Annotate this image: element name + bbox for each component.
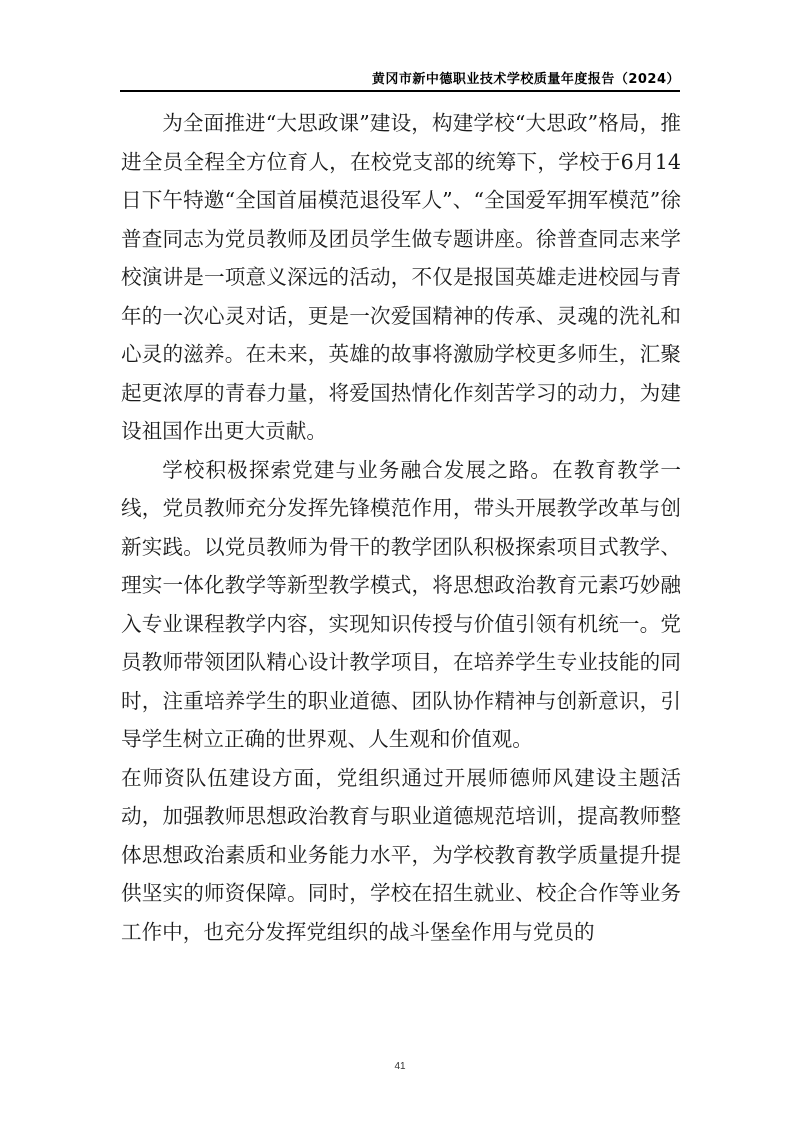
page-body	[121, 104, 681, 951]
paragraph-party-building-integration: 学校积极探索党建与业务融合发展之路。在教育教学一线，党员教师充分发挥先锋模范作用，带头开展教学改革与创新实践。以党员教师为骨干的教学团队积极探索项目式教学、理实一体化教学等新型教学模式，将思想政治教育元素巧妙融入专业课程教学内容，实现知识传授与价值引领有机统一。党员教师带领团队精心设计教学项目，在培养学生专业技能的同时，注重培养学生的职业道德、团队协作精神与创新意识，引导学生树立正确的世界观、人生观和价值观。	[121, 457, 681, 751]
page-header	[120, 68, 680, 92]
page-number: 41	[394, 1061, 406, 1072]
paragraph-teacher-team-building: 在师资队伍建设方面，党组织通过开展师德师风建设主题活动，加强教师思想政治教育与职业道德规范培训，提高教师整体思想政治素质和业务能力水平，为学校教育教学质量提升提供坚实的师资保障。同时，学校在招生就业、校企合作等业务工作中，也充分发挥党组织的战斗堡垒作用与党员的	[121, 765, 681, 944]
paragraph-ideological-lecture: 为全面推进“大思政课”建设，构建学校“大思政”格局，推进全员全程全方位育人，在校党支部的统筹下，学校于6月14日下午特邀“全国首届模范退役军人”、“全国爱军拥军模范”徐普查同志为党员教师及团员学生做专题讲座。徐普查同志来学校演讲是一项意义深远的活动，不仅是报国英雄走进校园与青年的一次心灵对话，更是一次爱国精神的传承、灵魂的洗礼和心灵的滋养。在未来，英雄的故事将激励学校更多师生，汇聚起更浓厚的青春力量，将爱国热情化作刻苦学习的动力，为建设祖国作出更大贡献。	[121, 111, 681, 443]
report-title: 黄冈市新中德职业技术学校质量年度报告（2024）	[371, 72, 680, 87]
